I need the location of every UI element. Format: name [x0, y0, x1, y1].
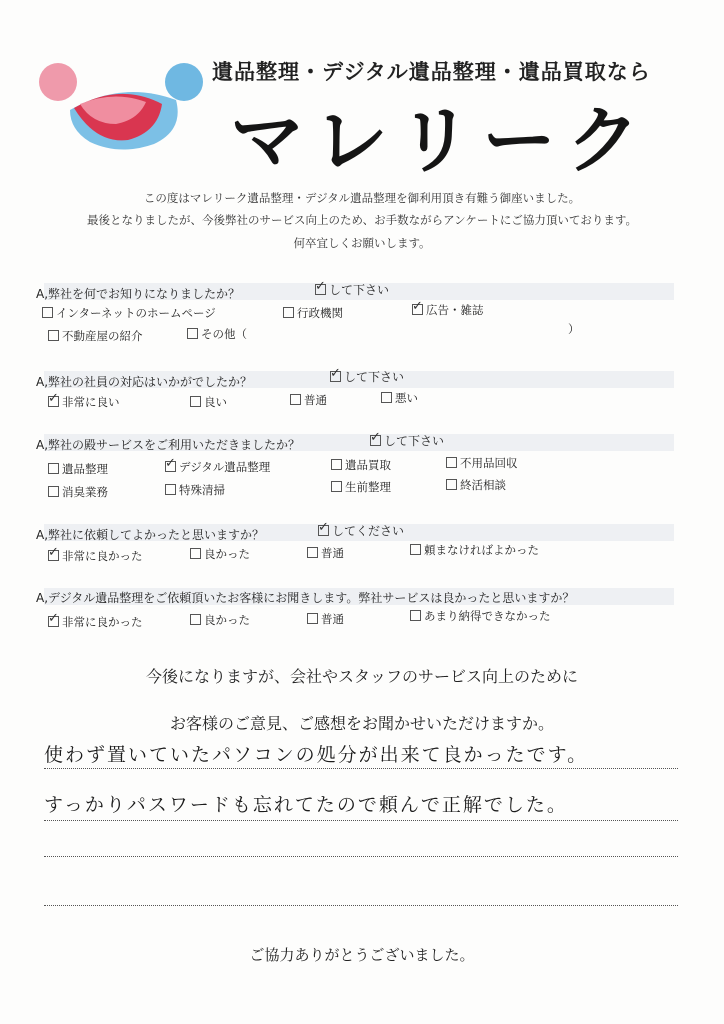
- checkbox[interactable]: [307, 547, 318, 558]
- q4-option-regret[interactable]: 頼まなければよかった: [410, 542, 539, 558]
- checkbox-checked[interactable]: [48, 616, 59, 627]
- checkbox[interactable]: [410, 610, 421, 621]
- checkbox-hint-icon: [330, 371, 341, 382]
- q5-option-not-satisfied[interactable]: あまり納得できなかった: [410, 608, 551, 624]
- q1-option-government[interactable]: 行政機関: [283, 305, 343, 321]
- checkbox[interactable]: [48, 463, 59, 474]
- q5-option-very-good[interactable]: ✓非常に良かった: [48, 614, 143, 630]
- checkbox[interactable]: [187, 328, 198, 339]
- intro-line-3: 何卒宜しくお願いします。: [293, 236, 431, 250]
- brand-name: マレリーク: [230, 98, 650, 184]
- q1-option-realestate[interactable]: 不動産屋の紹介: [48, 328, 143, 344]
- question-1: A,弊社を何でお知りになりましたか？: [36, 287, 241, 301]
- q3-option-shuukatsu[interactable]: 終活相談: [446, 477, 506, 493]
- checkbox[interactable]: [48, 486, 59, 497]
- intro-line-1: この度はマレリーク遺品整理・デジタル遺品整理を御利用頂き有難う御座いました。: [143, 191, 581, 205]
- q3-option-seizen[interactable]: 生前整理: [331, 479, 391, 495]
- question-1-hint: ✓ して下さい: [315, 281, 389, 298]
- intro-line-2: 最後となりましたが、今後弊社のサービス向上のため、お手数ながらアンケートにご協力頂いております。: [87, 213, 637, 227]
- checkbox[interactable]: [331, 459, 342, 470]
- feedback-answer-line-2: すっかりパスワードも忘れてたので頼んで正解でした。: [44, 794, 568, 816]
- checkbox[interactable]: [307, 613, 318, 624]
- checkbox[interactable]: [446, 457, 457, 468]
- q3-option-fuyouhin[interactable]: 不用品回収: [446, 455, 518, 471]
- q2-option-bad[interactable]: 悪い: [381, 390, 418, 406]
- q1-option-internet[interactable]: インターネットのホームページ: [42, 305, 216, 321]
- q2-option-very-good[interactable]: ✓非常に良い: [48, 394, 120, 410]
- checkbox[interactable]: [190, 548, 201, 559]
- q4-option-normal[interactable]: 普通: [307, 545, 344, 561]
- q1-option-other[interactable]: その他（: [187, 326, 247, 342]
- checkbox-checked[interactable]: [412, 304, 423, 315]
- question-3-hint: ✓ して下さい: [370, 432, 444, 449]
- question-2-hint: ✓ して下さい: [330, 368, 404, 385]
- q2-option-good[interactable]: 良い: [190, 394, 227, 410]
- feedback-prompt-line-2: お客様のご意見、ご感想をお聞かせいただけますか。: [169, 714, 554, 733]
- q3-option-digital[interactable]: ✓ デジタル遺品整理: [165, 459, 270, 475]
- checkbox[interactable]: [290, 394, 301, 405]
- q3-option-shoushuu[interactable]: 消臭業務: [48, 484, 108, 500]
- question-5: A,デジタル遺品整理をご依頼頂いたお客様にお聞きします。弊社サービスは良かったと思いますか？: [36, 591, 575, 605]
- question-4: A,弊社に依頼してよかったと思いますか？: [36, 528, 265, 542]
- checkbox-checked[interactable]: [48, 550, 59, 561]
- q5-option-good[interactable]: 良かった: [190, 612, 250, 628]
- checkbox[interactable]: [331, 481, 342, 492]
- checkbox[interactable]: [42, 307, 53, 318]
- checkbox[interactable]: [446, 479, 457, 490]
- checkbox-hint-icon: [370, 435, 381, 446]
- q5-option-normal[interactable]: 普通: [307, 611, 344, 627]
- checkbox[interactable]: [381, 392, 392, 403]
- feedback-prompt-line-1: 今後になりますが、会社やスタッフのサービス向上のために: [145, 667, 578, 686]
- q4-option-good[interactable]: 良かった: [190, 546, 250, 562]
- question-2: A,弊社の社員の対応はいかがでしたか？: [36, 375, 253, 389]
- answer-rule-1: [44, 768, 678, 769]
- feedback-answer-line-1: 使わず置いていたパソコンの処分が出来て良かったです。: [44, 744, 589, 766]
- checkbox-checked[interactable]: [48, 396, 59, 407]
- question-4-hint: ✓ してください: [318, 522, 404, 539]
- checkbox[interactable]: [283, 307, 294, 318]
- q2-option-normal[interactable]: 普通: [290, 392, 327, 408]
- q3-option-tokushu[interactable]: 特殊清掃: [165, 482, 225, 498]
- answer-rule-3: [44, 856, 678, 857]
- question-3: A,弊社の殿サービスをご利用いただきましたか？: [36, 438, 301, 452]
- marereek-logo: [34, 60, 206, 156]
- q3-option-ihin-seiri[interactable]: 遺品整理: [48, 461, 108, 477]
- q4-option-very-good[interactable]: ✓非常に良かった: [48, 548, 143, 564]
- tagline: 遺品整理・デジタル遺品整理・遺品買取なら: [212, 60, 651, 84]
- checkbox[interactable]: [48, 330, 59, 341]
- checkbox-hint-icon: [315, 284, 326, 295]
- checkbox-hint-icon: [318, 525, 329, 536]
- closing-message: ご協力ありがとうございました。: [249, 946, 475, 964]
- q1-other-close-paren: ）: [568, 322, 580, 336]
- checkbox[interactable]: [190, 396, 201, 407]
- q3-option-kaitori[interactable]: 遺品買取: [331, 457, 391, 473]
- checkbox-checked[interactable]: [165, 461, 176, 472]
- answer-rule-4: [44, 905, 678, 906]
- checkbox[interactable]: [165, 484, 176, 495]
- answer-rule-2: [44, 820, 678, 821]
- checkbox[interactable]: [410, 544, 421, 555]
- q1-option-advertising[interactable]: ✓ 広告・雑誌: [412, 302, 484, 318]
- checkbox[interactable]: [190, 614, 201, 625]
